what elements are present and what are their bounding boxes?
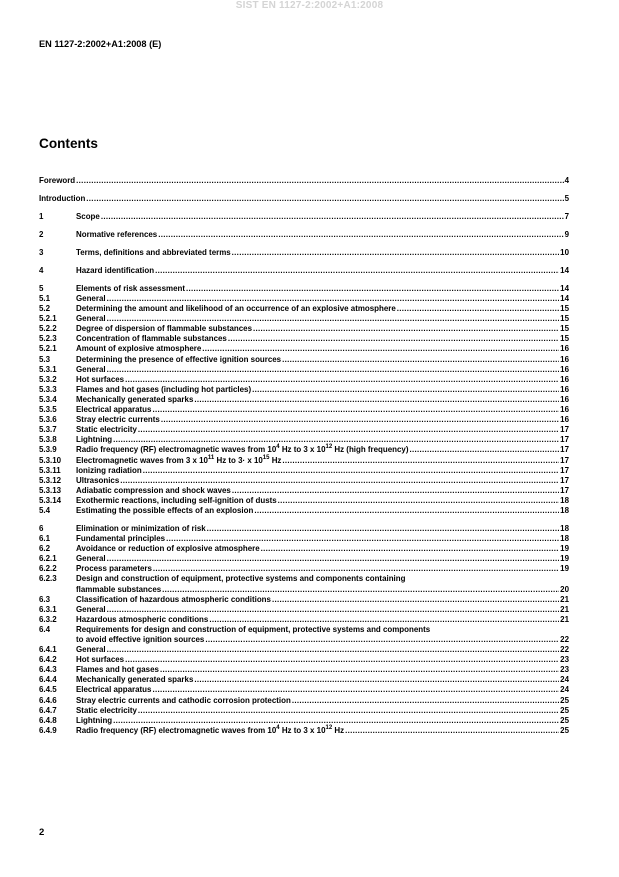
- toc-entry-page: 18: [560, 495, 569, 505]
- toc-entry-title: General: [76, 364, 106, 374]
- toc-entry[interactable]: [39, 385, 569, 395]
- page-title: Contents: [39, 136, 98, 151]
- exponent: 4: [276, 444, 280, 451]
- exponent: 4: [276, 724, 280, 731]
- toc-entry-title: General: [76, 314, 106, 324]
- toc-entry-page: 25: [560, 695, 569, 705]
- toc-entry[interactable]: [39, 445, 569, 455]
- toc-entry-page: 21: [560, 614, 569, 624]
- dot-leader: [202, 344, 559, 354]
- toc-entry-number: 5.3.1: [39, 364, 57, 374]
- toc-entry-title: Design and construction of equipment, protective systems and components containing: [76, 574, 406, 584]
- toc-entry[interactable]: [39, 355, 569, 365]
- toc-entry-title: Stray electric currents: [76, 415, 160, 425]
- toc-entry-page: 17: [560, 445, 569, 455]
- toc-entry-page: 25: [560, 725, 569, 735]
- toc-entry-title: Amount of explosive atmosphere: [76, 344, 202, 354]
- toc-entry[interactable]: [39, 304, 569, 314]
- toc-entry[interactable]: [39, 615, 569, 625]
- dot-leader: [107, 554, 560, 564]
- dot-leader: [107, 365, 560, 375]
- toc-entry-title: Flames and hot gases: [76, 665, 159, 675]
- toc-entry-title: Normative references: [76, 229, 158, 239]
- toc-entry-page: 14: [560, 294, 569, 303]
- toc-entry[interactable]: [39, 466, 569, 476]
- title-part: Hz: [269, 455, 282, 465]
- toc-entry-title: Mechanically generated sparks: [76, 675, 194, 685]
- toc-entry-number: 6.2.2: [39, 564, 57, 574]
- title-part: Radio frequency (RF) electromagnetic waves from 10: [76, 725, 277, 735]
- exponent: 15: [262, 454, 270, 461]
- dot-leader: [186, 284, 559, 294]
- toc-entry-number: 6.4.5: [39, 685, 57, 695]
- title-part: Hz (high frequency): [332, 445, 409, 455]
- toc-entry-number: 6.2.3: [39, 574, 57, 584]
- toc-entry-number: 6.4.9: [39, 725, 57, 735]
- dot-leader: [160, 665, 559, 675]
- toc-entry-page: 17: [560, 485, 569, 495]
- dot-leader: [292, 696, 559, 706]
- dot-leader: [228, 334, 559, 344]
- toc-entry-page: 17: [560, 425, 569, 435]
- toc-entry[interactable]: [39, 554, 569, 564]
- toc-entry[interactable]: [39, 324, 569, 334]
- toc-entry-number: 5.1: [39, 294, 51, 303]
- exponent: 11: [207, 454, 215, 461]
- dot-leader: [107, 645, 560, 655]
- toc-entry-page: 18: [560, 534, 569, 544]
- toc-entry-page: 18: [560, 523, 569, 533]
- toc-entry-title: Mechanically generated sparks: [76, 394, 194, 404]
- toc-entry[interactable]: [39, 294, 569, 304]
- toc-entry-title: Degree of dispersion of flammable substances: [76, 324, 252, 334]
- toc-entry[interactable]: [39, 716, 569, 726]
- title-part: Hz to 3 x 10: [279, 725, 326, 735]
- dot-leader: [194, 675, 559, 685]
- toc-entry[interactable]: [39, 524, 569, 534]
- toc-entry[interactable]: [39, 496, 569, 506]
- toc-entry-page: 24: [560, 685, 569, 695]
- toc-entry-number: 5.3.14: [39, 495, 62, 505]
- toc-entry-number: 6.4.1: [39, 645, 57, 655]
- toc-entry-title: General: [76, 554, 106, 564]
- toc-entry[interactable]: [39, 706, 569, 716]
- toc-entry-title: Hazardous atmospheric conditions: [76, 614, 209, 624]
- toc-entry-number: 6.3.1: [39, 604, 57, 614]
- toc-entry-number: 6.2.1: [39, 554, 57, 564]
- toc-entry-title: Foreword: [39, 176, 76, 185]
- dot-leader: [161, 415, 559, 425]
- watermark: SIST EN 1127-2:2002+A1:2008: [235, 0, 384, 11]
- dot-leader: [232, 486, 559, 496]
- toc-entry-number: 5.2.1: [39, 314, 57, 324]
- dot-leader: [397, 304, 559, 314]
- toc-entry-number: 5.3.13: [39, 485, 62, 495]
- toc-entry-page: 16: [560, 394, 569, 404]
- toc-entry[interactable]: [39, 534, 569, 544]
- toc-entry-title: Concentration of flammable substances: [76, 334, 227, 344]
- toc-entry-number: 5.3.11: [39, 465, 61, 475]
- toc-entry-page: 17: [560, 455, 569, 465]
- dot-leader: [166, 534, 559, 544]
- toc-entry-title: General: [76, 604, 106, 614]
- toc-entry[interactable]: [39, 405, 569, 415]
- toc-entry-number: 6.4.7: [39, 705, 57, 715]
- dot-leader: [278, 496, 559, 506]
- dot-leader: [113, 716, 559, 726]
- toc-entry[interactable]: [39, 212, 569, 222]
- toc-entry[interactable]: [39, 194, 569, 204]
- title-part: Hz to 3· x 10: [214, 455, 263, 465]
- toc-entry-title: [76, 456, 281, 466]
- toc-entry-title: Process parameters: [76, 564, 152, 574]
- toc-entry-number: 5.3.3: [39, 384, 57, 394]
- toc-entry-number: 5: [39, 283, 44, 293]
- toc-entry[interactable]: [39, 625, 569, 645]
- toc-entry-title: flammable substances: [76, 584, 162, 594]
- dot-leader: [107, 605, 560, 615]
- toc-entry[interactable]: [39, 574, 569, 594]
- toc-entry-title: Ultrasonics: [76, 475, 120, 485]
- toc-entry-number: 6: [39, 523, 44, 533]
- toc-entry[interactable]: [39, 334, 569, 344]
- toc-entry[interactable]: [39, 645, 569, 655]
- toc-entry-title: Determining the presence of effective ignition sources: [76, 354, 282, 364]
- toc-entry-page: 21: [560, 604, 569, 614]
- toc-entry-page: 16: [560, 344, 569, 354]
- toc-entry-number: 5.3.5: [39, 405, 57, 415]
- toc-entry-page: 16: [560, 354, 569, 364]
- table-of-contents: [39, 176, 569, 736]
- dot-leader: [86, 194, 563, 204]
- dot-leader: [155, 266, 559, 276]
- toc-entry[interactable]: [39, 425, 569, 435]
- toc-entry-number: 5.3.10: [39, 455, 62, 465]
- title-part: Hz: [332, 725, 345, 735]
- dot-leader: [107, 294, 560, 304]
- toc-entry-page: 24: [560, 675, 569, 685]
- toc-entry-title: Scope: [76, 211, 100, 221]
- toc-entry[interactable]: [39, 344, 569, 354]
- toc-entry-number: 5.2: [39, 304, 51, 314]
- toc-entry[interactable]: [39, 230, 569, 240]
- toc-entry-title: Stray electric currents and cathodic corrosion protection: [76, 695, 291, 705]
- toc-entry[interactable]: [39, 456, 569, 466]
- toc-entry-number: 5.3.8: [39, 435, 57, 445]
- toc-entry-number: 5.2.1: [39, 344, 57, 354]
- toc-entry-page: 20: [560, 584, 569, 594]
- toc-entry[interactable]: [39, 605, 569, 615]
- toc-entry-number: 4: [39, 265, 44, 275]
- toc-entry-page: 23: [560, 655, 569, 665]
- toc-entry-title: Exothermic reactions, including self-ignition of dusts: [76, 495, 277, 505]
- dot-leader: [282, 355, 559, 365]
- title-part: Electromagnetic waves from 3 x 10: [76, 455, 208, 465]
- toc-entry-title: Avoidance or reduction of explosive atmosphere: [76, 544, 260, 554]
- dot-leader: [125, 375, 559, 385]
- toc-entry-number: 5.2.2: [39, 324, 57, 334]
- toc-entry[interactable]: [39, 506, 569, 516]
- dot-leader: [253, 324, 559, 334]
- dot-leader: [138, 425, 559, 435]
- toc-entry-title: Introduction: [39, 193, 86, 203]
- toc-entry-page: 22: [560, 645, 569, 655]
- toc-entry-title: [76, 445, 408, 455]
- toc-entry-title: Determining the amount and likelihood of an occurrence of an explosive atmosphere: [76, 304, 396, 314]
- dot-leader: [252, 385, 559, 395]
- dot-leader: [152, 405, 559, 415]
- dot-leader: [158, 230, 563, 240]
- dot-leader: [113, 435, 559, 445]
- toc-entry-page: 16: [560, 364, 569, 374]
- dot-leader: [153, 564, 559, 574]
- dot-leader: [101, 212, 564, 222]
- toc-entry-number: 6.4.8: [39, 715, 57, 725]
- toc-entry-number: 5.3.2: [39, 374, 57, 384]
- toc-entry-number: 5.3.9: [39, 445, 57, 455]
- toc-entry-title: Electrical apparatus: [76, 405, 152, 415]
- toc-entry[interactable]: [39, 365, 569, 375]
- toc-entry-page: 18: [560, 505, 569, 515]
- toc-entry-page: 17: [560, 475, 569, 485]
- toc-entry-page: 10: [560, 247, 569, 257]
- toc-entry[interactable]: [39, 476, 569, 486]
- dot-leader: [232, 248, 559, 258]
- title-part: Hz to 3 x 10: [279, 445, 326, 455]
- toc-entry-title: Flames and hot gases (including hot particles): [76, 384, 252, 394]
- toc-entry[interactable]: [39, 395, 569, 405]
- toc-entry-number: 6.4.2: [39, 655, 57, 665]
- toc-entry-page: 15: [560, 324, 569, 334]
- toc-entry-number: 5.3: [39, 354, 51, 364]
- toc-entry[interactable]: [39, 544, 569, 554]
- toc-entry-page: 17: [560, 465, 569, 475]
- dot-leader: [254, 506, 559, 516]
- toc-entry-page: 23: [560, 665, 569, 675]
- toc-entry-title: Requirements for design and construction of equipment, protective systems and components: [76, 624, 431, 634]
- toc-entry-page: 9: [564, 229, 569, 239]
- document-id: EN 1127-2:2002+A1:2008 (E): [39, 39, 162, 49]
- toc-entry-number: 6.2: [39, 544, 51, 554]
- toc-entry-title: General: [76, 294, 106, 303]
- toc-entry-number: 6.4.6: [39, 695, 57, 705]
- toc-entry[interactable]: [39, 435, 569, 445]
- toc-entry-title: General: [76, 645, 106, 655]
- toc-entry-number: 6.3.2: [39, 614, 57, 624]
- toc-entry[interactable]: [39, 665, 569, 675]
- toc-entry-title: Static electricity: [76, 705, 137, 715]
- toc-entry-page: 16: [560, 374, 569, 384]
- toc-entry[interactable]: [39, 685, 569, 695]
- exponent: 12: [325, 444, 333, 451]
- toc-entry-number: 5.3.4: [39, 394, 57, 404]
- toc-entry-page: 4: [564, 176, 569, 185]
- toc-entry-page: 14: [560, 283, 569, 293]
- toc-entry-number: 6.3: [39, 594, 51, 604]
- toc-entry-page: 7: [564, 211, 569, 221]
- dot-leader: [205, 635, 559, 645]
- dot-leader: [138, 706, 559, 716]
- toc-entry[interactable]: [39, 248, 569, 258]
- toc-entry-page: 5: [564, 193, 569, 203]
- toc-entry-title: Terms, definitions and abbreviated terms: [76, 247, 231, 257]
- toc-entry-number: 6.4: [39, 624, 51, 634]
- toc-entry-page: 16: [560, 415, 569, 425]
- toc-entry-title: Static electricity: [76, 425, 137, 435]
- toc-entry-title: Elimination or minimization of risk: [76, 523, 206, 533]
- toc-entry-page: 21: [560, 594, 569, 604]
- toc-entry[interactable]: [39, 595, 569, 605]
- toc-entry-number: 6.4.3: [39, 665, 57, 675]
- toc-entry-page: 25: [560, 715, 569, 725]
- toc-entry[interactable]: [39, 696, 569, 706]
- toc-entry-page: 15: [560, 314, 569, 324]
- toc-entry-title: Hot surfaces: [76, 655, 125, 665]
- toc-entry-page: 16: [560, 384, 569, 394]
- toc-entry[interactable]: [39, 415, 569, 425]
- toc-entry[interactable]: [39, 375, 569, 385]
- toc-entry-page: 15: [560, 304, 569, 314]
- toc-entry-number: 1: [39, 211, 44, 221]
- toc-entry-page: 17: [560, 435, 569, 445]
- dot-leader: [209, 615, 559, 625]
- toc-entry-title: Classification of hazardous atmospheric conditions: [76, 594, 271, 604]
- toc-entry-page: 19: [560, 564, 569, 574]
- toc-entry-title: Ionizing radiation: [76, 465, 142, 475]
- toc-entry-title: Estimating the possible effects of an explosion: [76, 505, 254, 515]
- toc-entry-title: Elements of risk assessment: [76, 283, 185, 293]
- toc-entry[interactable]: [39, 726, 569, 736]
- toc-entry-title: Adiabatic compression and shock waves: [76, 485, 231, 495]
- dot-leader: [120, 476, 559, 486]
- dot-leader: [207, 524, 559, 534]
- toc-entry-page: 25: [560, 705, 569, 715]
- toc-entry-number: 5.3.7: [39, 425, 57, 435]
- toc-entry[interactable]: [39, 176, 569, 186]
- toc-entry-page: 14: [560, 265, 569, 275]
- toc-entry-page: 22: [560, 634, 569, 644]
- toc-entry-title: [76, 726, 344, 736]
- toc-entry-title: to avoid effective ignition sources: [76, 634, 205, 644]
- toc-entry-title: Hazard identification: [76, 265, 155, 275]
- toc-entry-number: 3: [39, 247, 44, 257]
- toc-entry[interactable]: [39, 675, 569, 685]
- toc-entry-number: 5.4: [39, 505, 51, 515]
- exponent: 12: [325, 724, 333, 731]
- toc-entry-number: 6.4.4: [39, 675, 57, 685]
- toc-entry[interactable]: [39, 486, 569, 496]
- dot-leader: [125, 655, 559, 665]
- toc-entry-title: Fundamental principles: [76, 534, 166, 544]
- toc-entry-title: Lightning: [76, 715, 113, 725]
- toc-entry[interactable]: [39, 564, 569, 574]
- toc-entry-page: 19: [560, 544, 569, 554]
- page-number: 2: [39, 827, 45, 838]
- dot-leader: [76, 176, 563, 186]
- toc-entry-number: 2: [39, 229, 44, 239]
- dot-leader: [272, 595, 559, 605]
- dot-leader: [409, 445, 559, 455]
- dot-leader: [162, 585, 559, 595]
- dot-leader: [345, 726, 559, 736]
- toc-entry-title: Lightning: [76, 435, 113, 445]
- toc-entry[interactable]: [39, 655, 569, 665]
- toc-entry[interactable]: [39, 284, 569, 294]
- toc-entry-number: 5.3.12: [39, 475, 62, 485]
- dot-leader: [152, 685, 559, 695]
- toc-entry-page: 19: [560, 554, 569, 564]
- dot-leader: [282, 456, 559, 466]
- toc-entry[interactable]: [39, 266, 569, 276]
- toc-entry-number: 5.2.3: [39, 334, 57, 344]
- dot-leader: [194, 395, 559, 405]
- toc-entry-number: 6.1: [39, 534, 51, 544]
- dot-leader: [143, 466, 559, 476]
- toc-entry-page: 16: [560, 405, 569, 415]
- toc-entry-title: Hot surfaces: [76, 374, 125, 384]
- toc-entry[interactable]: [39, 314, 569, 324]
- dot-leader: [261, 544, 560, 554]
- dot-leader: [107, 314, 560, 324]
- title-part: Radio frequency (RF) electromagnetic waves from 10: [76, 445, 277, 455]
- toc-entry-page: 15: [560, 334, 569, 344]
- toc-entry-number: 5.3.6: [39, 415, 57, 425]
- toc-entry-title: Electrical apparatus: [76, 685, 152, 695]
